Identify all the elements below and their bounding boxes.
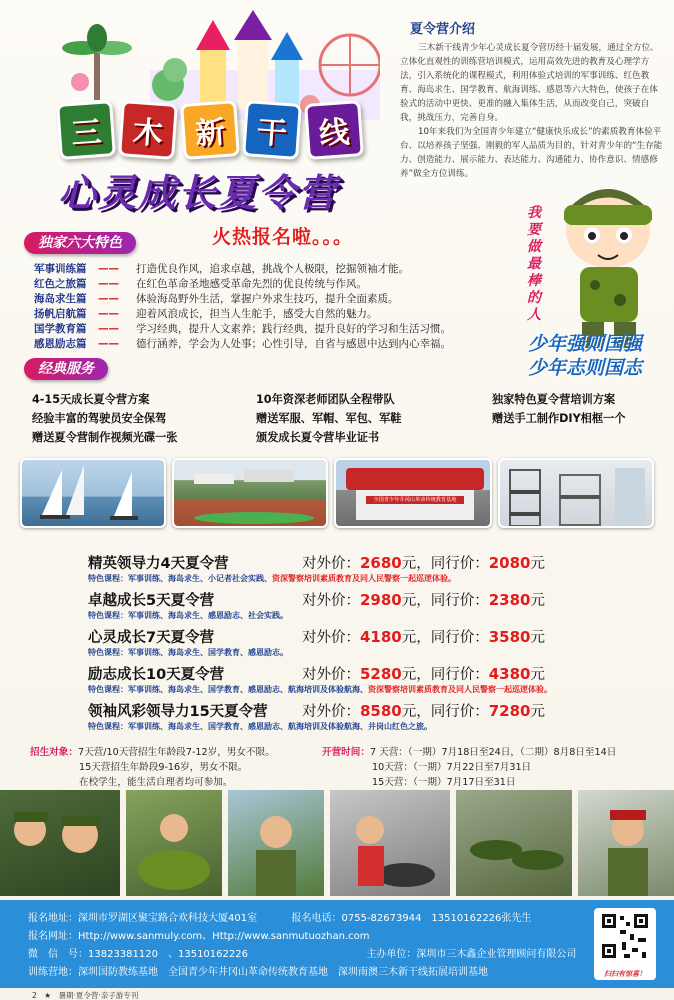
footer-row-2 [28, 930, 370, 944]
plan-course-list: 特色课程：军事训练、海岛求生、感恩励志、社会实践。 [88, 611, 288, 620]
external-price-label: 对外价： [302, 593, 360, 609]
peer-price: 7280 [488, 702, 531, 720]
external-price-label: 对外价： [302, 667, 360, 683]
feature-dash: —— [98, 278, 119, 290]
external-price: 2980 [360, 591, 402, 609]
peer-price-label: ，同行价： [416, 593, 489, 609]
enroll-label: 招生对象： [30, 747, 78, 758]
price-plans [80, 552, 665, 737]
contact-footer [0, 900, 674, 988]
plan-name: 领袖风彩领导力15天夏令营 [88, 704, 268, 720]
price-unit: 元 [530, 667, 545, 683]
peer-price-label: ，同行价： [416, 667, 489, 683]
enroll-line-2: 15天营招生年龄段9-16岁，男女不限。 [79, 762, 248, 773]
slogan-line-2: 少年志则国志 [527, 357, 642, 379]
title-tile: 线 [304, 100, 364, 160]
feature-key: 国学教育篇 [34, 323, 87, 335]
wechat-value: 13823381120 、13510162226 [88, 949, 248, 960]
plan-price [302, 626, 545, 647]
feature-text: 德行涵养，学会为人处事；心性引导，自省与感恩中达到内心幸福。 [136, 338, 451, 350]
feature-item [34, 337, 504, 352]
photo-victory-sign [578, 790, 674, 896]
web-value[interactable]: Http://www.sanmuly.com、Http://www.sanmutuozhan.com [78, 931, 370, 942]
photo-dormitory [498, 458, 654, 528]
base-label: 训练营地： [28, 967, 78, 978]
peer-price-label: ，同行价： [416, 630, 489, 646]
peer-price: 2380 [488, 591, 531, 609]
photo-cadets-shouting [0, 790, 120, 896]
plan-name: 精英领导力4天夏令营 [88, 556, 229, 572]
photo-sailing [20, 458, 166, 528]
open-line-2: 10天营：（一期）7月22日至7月31日 [372, 762, 532, 773]
feature-item [34, 292, 504, 307]
plan-course-highlight: 资深警察培训素质教育及同人民警察一起巡逻体验。 [368, 685, 552, 694]
price-plan [80, 626, 665, 663]
vertical-slogan-char: 棒 [527, 273, 541, 289]
price-plan [80, 700, 665, 737]
plan-course-list: 特色课程：军事训练、海岛求生、国学教育、感恩励志、航海培训及体验航海、井岗山红色之旅。 [88, 722, 432, 731]
plan-courses [88, 610, 288, 621]
enroll-line-1: 7天营/10天营招生年龄段7-12岁，男女不限。 [77, 747, 275, 758]
photo-training-field [172, 458, 328, 528]
title-tiles [58, 102, 368, 160]
qr-caption: 扫扫有惊喜！ [604, 970, 646, 978]
vertical-slogan [522, 205, 546, 324]
plan-courses [88, 573, 456, 584]
web-label: 报名网址： [28, 931, 78, 942]
feature-text: 学习经典，提升人文素养；践行经典，提升良好的学习和生活习惯。 [136, 323, 451, 335]
vertical-slogan-char: 人 [527, 307, 541, 323]
feature-dash: —— [98, 308, 119, 320]
vertical-slogan-char: 我 [527, 205, 541, 221]
feature-text: 迎着风浪成长，担当人生舵手，感受大自然的魅力。 [136, 308, 378, 320]
feature-dash: —— [98, 293, 119, 305]
plan-price [302, 700, 545, 721]
footer-row-3 [28, 948, 576, 962]
peer-price: 3580 [488, 628, 531, 646]
plan-price [302, 552, 545, 573]
enroll-line-3: 在校学生，能生活自理者均可参加。 [79, 777, 233, 788]
plan-name: 心灵成长7天夏令营 [88, 630, 215, 646]
price-unit: 元 [401, 556, 417, 572]
price-unit: 元 [401, 704, 417, 720]
price-plan [80, 663, 665, 700]
price-plan [80, 552, 665, 589]
photo-saluting [228, 790, 324, 896]
intro-paragraph-2: 10年来我们为全国青少年建立“健康快乐成长”的素质教育体验平台、以培养孩子坚强、刚毅的军人品质为目的，针对青少年的“生存能力、创造能力、展示能力、表达能力、沟通能力、协作意识、情感修养”做全方位训练。 [400, 127, 663, 179]
plan-course-list: 特色课程：军事训练、海岛求生、小记者社会实践、 [88, 574, 272, 583]
qr-code-icon [594, 908, 656, 964]
external-price-label: 对外价： [302, 630, 360, 646]
vertical-slogan-char: 最 [527, 256, 541, 272]
services-column-1 [32, 390, 177, 447]
youth-slogan [500, 332, 670, 380]
services-column-2 [256, 390, 401, 447]
slogan-line-1: 少年强则国强 [527, 333, 642, 355]
service-item: 赠送手工制作DIY相框一个 [492, 412, 626, 425]
external-price: 8580 [360, 702, 402, 720]
external-price: 4180 [360, 628, 402, 646]
title-tile: 三 [56, 100, 116, 160]
palm-tree-decoration [62, 20, 132, 100]
plan-name: 励志成长10天夏令营 [88, 667, 225, 683]
peer-price-label: ，同行价： [416, 704, 489, 720]
peer-price: 2080 [488, 554, 531, 572]
title-tile: 干 [242, 100, 302, 160]
feature-key: 扬帆启航篇 [34, 308, 87, 320]
tel-value: 0755-82673944 13510162226张先生 [341, 913, 532, 924]
feature-dash: —— [98, 338, 119, 350]
feature-key: 军事训练篇 [34, 263, 87, 275]
footer-row-1 [28, 912, 531, 926]
plan-course-list: 特色课程：军事训练、海岛求生、国学教育、感恩励志。 [88, 648, 288, 657]
peer-price: 4380 [488, 665, 531, 683]
feature-key: 红色之旅篇 [34, 278, 87, 290]
photo-gate-sign: 全国青少年井冈山革命传统教育基地 [373, 497, 457, 503]
price-unit: 元 [530, 593, 545, 609]
hot-registration-label: 火热报名啦。。。 [212, 226, 354, 248]
features-list [34, 262, 504, 352]
addr-label: 报名地址： [28, 913, 78, 924]
features-banner: 独家六大特色 [24, 232, 136, 254]
external-price-label: 对外价： [302, 704, 360, 720]
feature-text: 在红色革命圣地感受革命先烈的优良传统与作风。 [136, 278, 367, 290]
price-unit: 元 [401, 630, 417, 646]
photo-cooking [330, 790, 450, 896]
intro-paragraph-1: 三木新干线青少年心灵成长夏令营历经十届发展，通过全方位、立体化直观性的训练营培训模式，运用高效先进的教育及心理学方法，引入系统化的课程模式，利用体验式培训的军事训练、红色教育、海岛求生、国学教育、航海训练、感恩等六大特色，使孩子在体验式的活动中更快、更准的融入集体生活，从而改变自己，突破自我，挑战压力，完善自身。 [400, 43, 659, 123]
plan-courses [88, 647, 288, 658]
external-price: 5280 [360, 665, 402, 683]
enrollment-info [30, 745, 320, 790]
open-line-3: 15天营：（一期）7月17日至31日 [372, 777, 516, 788]
open-line-1: 7 天营：（一期）7月18日至24日，（二期）8月8日至14日 [369, 747, 617, 758]
feature-text: 体验海岛野外生活，掌握户外求生技巧，提升全面素质。 [136, 293, 399, 305]
feature-dash: —— [98, 263, 119, 275]
org-label: 主办单位： [366, 949, 417, 960]
price-unit: 元 [530, 704, 545, 720]
external-price: 2680 [360, 554, 402, 572]
plan-price [302, 663, 545, 684]
feature-item [34, 307, 504, 322]
feature-item [34, 262, 504, 277]
services-column-3 [492, 390, 625, 428]
price-unit: 元 [530, 556, 545, 572]
feature-item [34, 277, 504, 292]
external-price-label: 对外价： [302, 556, 360, 572]
service-item: 独家特色夏令营培训方案 [492, 393, 616, 406]
tel-label: 报名电话： [291, 913, 342, 924]
feature-key: 感恩励志篇 [34, 338, 87, 350]
service-item: 4-15天成长夏令营方案 [32, 393, 150, 406]
wechat-label: 微 信 号： [28, 949, 88, 960]
service-item: 赠送军服、军帽、军包、军鞋 [256, 412, 402, 425]
plan-courses [88, 684, 552, 695]
price-plan [80, 589, 665, 626]
service-item: 赠送夏令营制作视频光碟一张 [32, 431, 178, 444]
hero-section [0, 0, 400, 225]
photo-base-gate [334, 458, 492, 528]
feature-item [34, 322, 504, 337]
feature-key: 海岛求生篇 [34, 293, 87, 305]
org-value: 深圳市三木鑫企业管理顾问有限公司 [416, 949, 577, 960]
feature-dash: —— [98, 323, 119, 335]
main-subtitle: 心灵成长夏令营 [58, 171, 339, 215]
plan-name: 卓越成长5天夏令营 [88, 593, 215, 609]
open-label: 开营时间： [322, 747, 370, 758]
title-tile: 木 [118, 100, 178, 160]
price-unit: 元 [401, 667, 417, 683]
intro-heading: 夏令营介绍 [410, 22, 476, 37]
price-unit: 元 [530, 630, 545, 646]
vertical-slogan-char: 做 [527, 239, 541, 255]
plan-courses [88, 721, 432, 732]
service-item: 10年资深老师团队全程带队 [256, 393, 395, 406]
services-banner: 经典服务 [24, 358, 108, 380]
service-item: 经验丰富的驾驶员安全保驾 [32, 412, 167, 425]
plan-course-highlight: 资深警察培训素质教育及同人民警察一起巡逻体验。 [272, 574, 456, 583]
price-unit: 元 [401, 593, 417, 609]
base-value: 深圳国防教练基地 全国青少年井冈山革命传统教育基地 深圳南澳三木新干线拓展培训基地 [78, 967, 488, 978]
addr-value: 深圳市罗湖区聚宝路合欢科技大厦401室 [78, 913, 258, 924]
photo-crawling-drill [456, 790, 572, 896]
qr-code[interactable] [594, 908, 656, 980]
vertical-slogan-char: 要 [527, 222, 541, 238]
footer-row-4 [28, 966, 488, 980]
vertical-slogan-char: 的 [527, 290, 541, 306]
feature-text: 打造优良作风，追求卓越，挑战个人极限，挖掘领袖才能。 [136, 263, 409, 275]
page-number-footer: 2 ★ 暑期·夏令营·亲子游专刊 [32, 991, 139, 1000]
peer-price-label: ，同行价： [416, 556, 489, 572]
photo-carrying-gear [126, 790, 222, 896]
plan-price [302, 589, 545, 610]
service-item: 颁发成长夏令营毕业证书 [256, 431, 380, 444]
title-tile: 新 [180, 100, 240, 160]
opening-dates [322, 745, 667, 790]
plan-course-list: 特色课程：军事训练、海岛求生、国学教育、感恩励志、航海培训及体验航海、 [88, 685, 368, 694]
